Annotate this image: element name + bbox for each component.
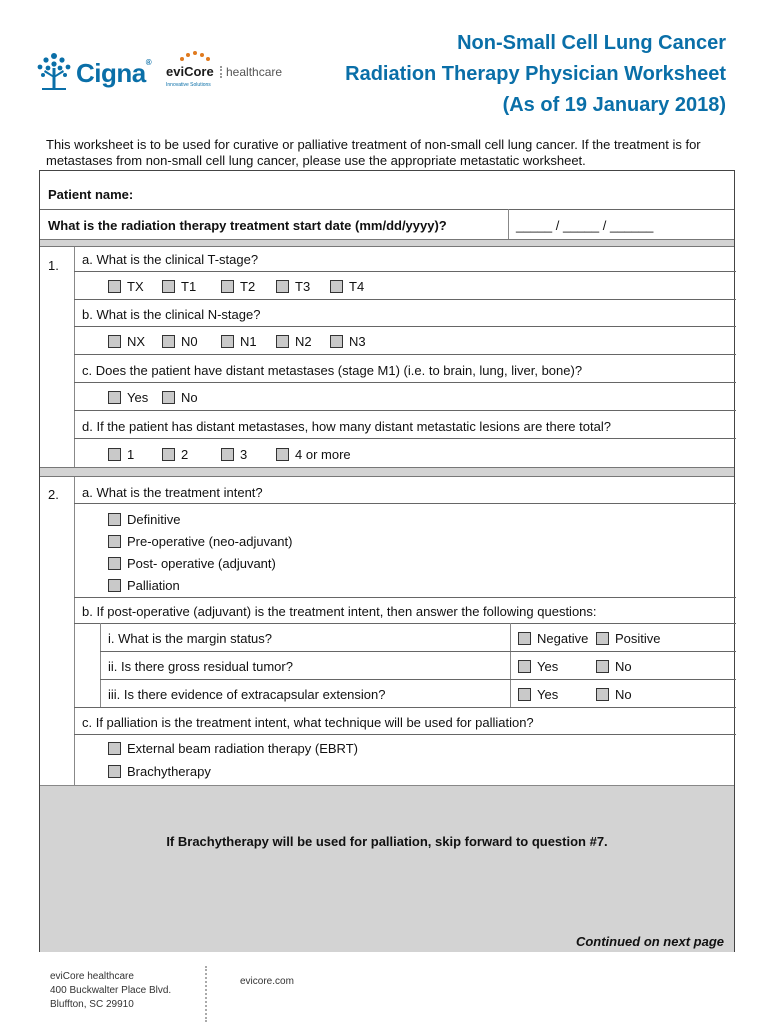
start-date-field[interactable]: _____ / _____ / ______ — [516, 218, 654, 233]
q2a-option-definitive[interactable]: Definitive — [108, 512, 180, 527]
q2b-margin-negative[interactable]: Negative — [518, 631, 588, 646]
evicore-dots-icon — [176, 50, 216, 64]
divider — [74, 271, 736, 272]
divider — [74, 503, 736, 504]
intro-paragraph: This worksheet is to be used for curative or palliative treatment of non-small cell lung cancer. If the treatment is for metastases from non-small cell lung cancer, please use the appropriate metastatic worksheet. — [46, 137, 701, 168]
q1c-label: c. Does the patient have distant metastases (stage M1) (i.e. to brain, lung, liver, bone)? — [82, 363, 583, 378]
checkbox[interactable] — [108, 742, 121, 755]
divider — [74, 382, 736, 383]
q1d-option-1[interactable]: 1 — [108, 447, 134, 462]
q1b-option-n2[interactable]: N2 — [276, 334, 312, 349]
page-header — [0, 0, 770, 130]
q2a-label: a. What is the treatment intent? — [82, 485, 263, 500]
q2b-extracapsular-no[interactable]: No — [596, 687, 632, 702]
divider — [100, 651, 736, 652]
checkbox[interactable] — [276, 280, 289, 293]
q2b-label: b. If post-operative (adjuvant) is the treatment intent, then answer the following questions: — [82, 604, 597, 619]
q2a-option-pre-operative[interactable]: Pre-operative (neo-adjuvant) — [108, 534, 292, 549]
checkbox[interactable] — [596, 632, 609, 645]
q1b-option-n0[interactable]: N0 — [162, 334, 198, 349]
evicore-healthcare-text: healthcare — [226, 65, 283, 79]
divider — [510, 623, 511, 707]
divider — [74, 299, 736, 300]
checkbox[interactable] — [108, 448, 121, 461]
q1a-label: a. What is the clinical T-stage? — [82, 252, 259, 267]
footer-website: evicore.com — [240, 976, 294, 987]
q1a-option-t3[interactable]: T3 — [276, 279, 310, 294]
checkbox[interactable] — [162, 448, 175, 461]
divider — [40, 209, 734, 210]
divider — [74, 438, 736, 439]
start-date-label: What is the radiation therapy treatment start date (mm/dd/yyyy)? — [48, 218, 447, 233]
footer-separator — [205, 966, 207, 1022]
divider — [74, 354, 736, 355]
divider — [100, 623, 101, 707]
checkbox[interactable] — [162, 280, 175, 293]
q1b-option-n3[interactable]: N3 — [330, 334, 366, 349]
divider — [74, 597, 736, 598]
q1a-option-t2[interactable]: T2 — [221, 279, 255, 294]
title-line-1: Non-Small Cell Lung Cancer — [457, 32, 726, 54]
checkbox[interactable] — [221, 280, 234, 293]
q2a-option-palliation[interactable]: Palliation — [108, 578, 180, 593]
patient-name-label: Patient name: — [48, 187, 134, 202]
divider — [508, 209, 509, 241]
divider — [74, 247, 75, 467]
cigna-logo — [34, 50, 164, 96]
checkbox[interactable] — [108, 513, 121, 526]
title-line-2: Radiation Therapy Physician Worksheet — [345, 63, 726, 85]
continued-note: Continued on next page — [575, 934, 724, 949]
checkbox[interactable] — [162, 391, 175, 404]
q2b-residual-yes[interactable]: Yes — [518, 659, 558, 674]
checkbox[interactable] — [276, 335, 289, 348]
q2b-margin-positive[interactable]: Positive — [596, 631, 661, 646]
footer-street: 400 Buckwalter Place Blvd. — [50, 985, 172, 996]
checkbox[interactable] — [108, 391, 121, 404]
section-separator — [40, 239, 734, 247]
checkbox[interactable] — [221, 335, 234, 348]
checkbox[interactable] — [518, 660, 531, 673]
q1c-option-yes[interactable]: Yes — [108, 390, 148, 405]
skip-note: If Brachytherapy will be used for palliation, skip forward to question #7. — [166, 834, 608, 849]
checkbox[interactable] — [108, 765, 121, 778]
evicore-tagline: Innovative Solutions — [166, 82, 211, 88]
checkbox[interactable] — [108, 280, 121, 293]
checkbox[interactable] — [108, 335, 121, 348]
divider — [74, 477, 75, 789]
q2a-option-post-operative[interactable]: Post- operative (adjuvant) — [108, 556, 276, 571]
checkbox[interactable] — [276, 448, 289, 461]
q1d-option-4-or-more[interactable]: 4 or more — [276, 447, 351, 462]
q1a-option-t4[interactable]: T4 — [330, 279, 364, 294]
checkbox[interactable] — [108, 535, 121, 548]
question-1-number: 1. — [48, 258, 59, 273]
checkbox[interactable] — [108, 579, 121, 592]
footer-address — [50, 970, 171, 1012]
evicore-separator — [220, 66, 223, 78]
footer-city: Bluffton, SC 29910 — [50, 999, 134, 1010]
footer-company: eviCore healthcare — [50, 971, 134, 982]
divider — [74, 410, 736, 411]
divider — [74, 326, 736, 327]
checkbox[interactable] — [596, 660, 609, 673]
checkbox[interactable] — [518, 632, 531, 645]
divider — [74, 623, 736, 624]
title-line-3: (As of 19 January 2018) — [502, 94, 726, 116]
divider — [100, 679, 736, 680]
q1d-label: d. If the patient has distant metastases, how many distant metastatic lesions are there total? — [82, 419, 611, 434]
q1b-option-n1[interactable]: N1 — [221, 334, 257, 349]
cigna-tree-icon — [34, 50, 74, 96]
q1d-option-2[interactable]: 2 — [162, 447, 188, 462]
q1a-option-tx[interactable]: TX — [108, 279, 144, 294]
q1b-option-nx[interactable]: NX — [108, 334, 145, 349]
divider — [74, 707, 736, 708]
q2c-option-ebrt[interactable]: External beam radiation therapy (EBRT) — [108, 741, 358, 756]
section-separator — [40, 467, 734, 477]
q1b-label: b. What is the clinical N-stage? — [82, 307, 261, 322]
checkbox[interactable] — [330, 280, 343, 293]
q1c-option-no[interactable]: No — [162, 390, 198, 405]
worksheet-form — [39, 170, 735, 952]
q2b-margin-status-label: i. What is the margin status? — [108, 631, 273, 646]
cigna-wordmark: Cigna® — [76, 58, 152, 88]
checkbox[interactable] — [108, 557, 121, 570]
q2b-residual-no[interactable]: No — [596, 659, 632, 674]
q2c-label: c. If palliation is the treatment intent, what technique will be used for palliation? — [82, 715, 534, 730]
q2b-residual-tumor-label: ii. Is there gross residual tumor? — [108, 659, 293, 674]
q1d-option-3[interactable]: 3 — [221, 447, 247, 462]
checkbox[interactable] — [221, 448, 234, 461]
checkbox[interactable] — [596, 688, 609, 701]
question-2-number: 2. — [48, 487, 59, 502]
q2c-option-brachytherapy[interactable]: Brachytherapy — [108, 764, 211, 779]
q2b-extracapsular-yes[interactable]: Yes — [518, 687, 558, 702]
page-title — [266, 28, 726, 121]
checkbox[interactable] — [330, 335, 343, 348]
divider — [74, 734, 736, 735]
checkbox[interactable] — [518, 688, 531, 701]
evicore-wordmark: eviCore — [166, 64, 214, 79]
q2b-extracapsular-label: iii. Is there evidence of extracapsular extension? — [108, 687, 386, 702]
q1a-option-t1[interactable]: T1 — [162, 279, 196, 294]
skip-note-box — [40, 785, 734, 952]
checkbox[interactable] — [162, 335, 175, 348]
